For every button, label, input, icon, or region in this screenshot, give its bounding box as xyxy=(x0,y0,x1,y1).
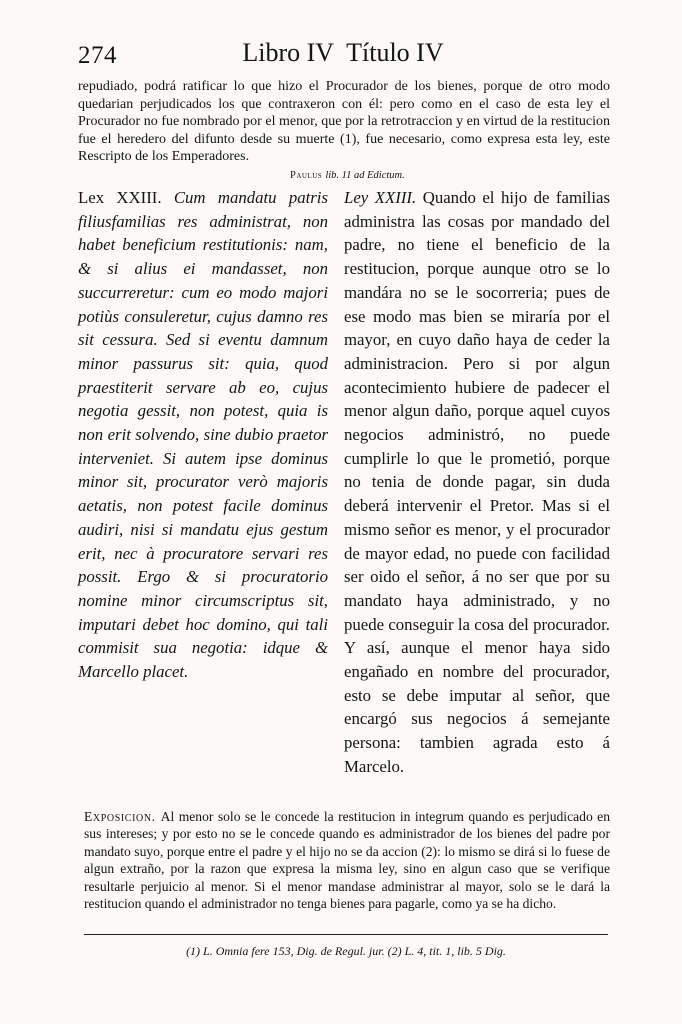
spanish-law-label: Ley XXIII. xyxy=(344,188,423,207)
spanish-column xyxy=(344,186,610,779)
page-header xyxy=(78,38,608,74)
latin-column xyxy=(78,186,328,684)
latin-text: Cum mandatu patris filiusfamilias res administrat, non habet beneficium restitutionis: nam, & si alius ei mandasset, non succurreretur: cum eo modo majori potiùs consuleretur, cujus damno res sit cessura. Sed si eventu damnum minor passurus sit: quia, quod praestiterit servare ab eo, cujus negotia gessit, non potest, quia is non erit solvendo, sine dubio praetor interveniet. Si autem ipse dominus minor sit, procurator verò majoris aetatis, non potest facile dominus audiri, nisi si mandatu ejus gestum erit, nec à procuratore servari res possit. Ergo & si procuratorio nomine minor circumscriptus sit, imputari debet hoc domino, qui tali commisit sua negotia: idque & Marcello placet. xyxy=(78,188,328,682)
commentary-text: Al menor solo se le concede la restitucion in integrum quando es perjudicado en sus intereses; y por esto no se le concede quando es administrador de los bienes del padre por mandato suyo, porque entre el padre y el hijo no se da accion (2): lo mismo se dirá si lo fuese de algun extraño, por la razon que expresa la misma ley, sino en algun caso que se verifique resultarle perjuicio al menor. Si el menor mandase administrar al mayor, solo se le dará la restitucion quando el administrador no tenga bienes para pagarle, como ya se ha dicho. xyxy=(84,809,610,912)
spanish-text: Quando el hijo de familias administra las cosas por mandado del padre, no tiene el beneficio de la restitucion, porque aunque otro se lo mandára no se le socorreria; pues de ese modo mas bien se miraría por el mayor, en cuyo daño haya de ceder la administracion. Pero si por algun acontecimiento hubiere de padecer el menor algun daño, porque aquel cuyos negocios administró, no puede cumplirle lo que le prometió, porque no tenia de donde pagar, sin duda deberá intervenir el Pretor. Mas si el mismo señor es menor, y el procurador de mayor edad, no puede con facilidad ser oido el señor, á no ser que por su mandato haya administrado, y no puede conseguir la cosa del procurador. Y así, aunque el menor haya sido engañado en nombre del procurador, esto se debe imputar al señor, que encargó sus negocios á semejante persona: tambien agrada esto á Marcelo. xyxy=(344,188,610,776)
page-number: 274 xyxy=(78,42,117,69)
commentary-label: Exposicion. xyxy=(84,809,161,824)
running-title: Libro IV Título IV xyxy=(242,38,444,67)
source-citation xyxy=(290,170,590,181)
footnotes: (1) L. Omnia fere 153, Dig. de Regul. jur. (2) L. 4, tit. 1, lib. 5 Dig. xyxy=(186,944,506,958)
source-author: Paulus xyxy=(290,170,326,181)
commentary-paragraph xyxy=(84,808,610,912)
source-reference: lib. 11 ad Edictum. xyxy=(325,170,405,181)
intro-paragraph: repudiado, podrá ratificar lo que hizo el Procurador de los bienes, porque de otro modo quedarian perjudicados los que contraxeron con él: pero como en el caso de esta ley el Procurador no fue nombrado por el menor, que por la retrotraccion y en virtud de la restitucion fue el heredero del difunto desde su muerte (1), fue necesario, como expresa esta ley, este Rescripto de los Emperadores. xyxy=(78,79,610,165)
footnote-divider xyxy=(84,934,608,935)
latin-law-label: Lex XXIII. xyxy=(78,188,174,207)
